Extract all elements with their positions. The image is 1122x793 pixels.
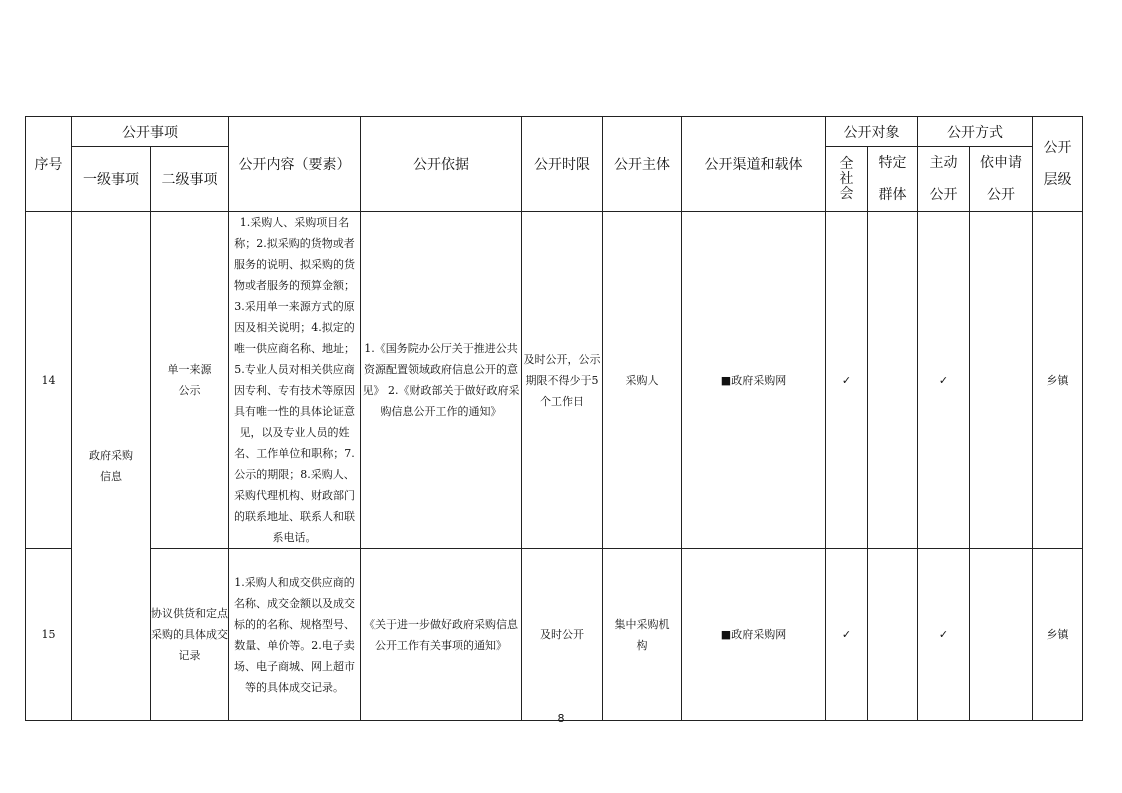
header-target-all-char: 全 [839,155,854,172]
header-method-active-line: 公开 [929,187,958,203]
row-time-limit: 及时公开 [522,549,603,721]
header-target-specific [868,147,918,212]
row-target-specific [868,212,918,549]
row-level2 [151,212,229,549]
level1-item-line: 政府采购 [89,449,133,462]
row-subject-line: 集中采购机 [614,617,670,631]
row-level: 乡镇 [1033,549,1083,721]
row-channel: ■政府采购网 [682,212,826,549]
row-method-request [970,549,1033,721]
row-basis: 《关于进一步做好政府采购信息公开工作有关事项的通知》 [361,549,522,721]
table-row [26,549,1083,721]
row-content: 1.采购人、采购项目名称；2.拟采购的货物或者服务的说明、拟采购的货物或者服务的预算金额；3.采用单一来源方式的原因及相关说明；4.拟定的唯一供应商名称、地址；5.专业人员对相关供应商因专利、专有技术等原因具有唯一性的具体论证意见，以及专业人员的姓名、工作单位和职称；7.公示的期限；8.采购人、采购代理机构、财政部门的联系地址、联系人和联系电话。 [229,212,361,549]
row-seq: 15 [26,549,72,721]
header-seq: 序号 [26,117,72,212]
header-target: 公开对象 [826,117,918,147]
row-target-all-check: ✓ [826,549,868,721]
header-level [1033,117,1083,212]
header-level2: 二级事项 [151,147,229,212]
row-subject-line: 构 [636,638,648,652]
row-method-active-check: ✓ [918,549,970,721]
header-method-request [970,147,1033,212]
table-row [26,212,1083,549]
row-content: 1.采购人和成交供应商的名称、成交金额以及成交标的的名称、规格型号、数量、单价等。2.电子卖场、电子商城、网上超市等的具体成交记录。 [229,549,361,721]
row-basis: 1.《国务院办公厅关于推进公共资源配置领域政府信息公开的意见》 2.《财政部关于做好政府采购信息公开工作的通知》 [361,212,522,549]
header-level-line: 层级 [1043,172,1072,188]
header-level-line: 公开 [1043,140,1072,156]
header-target-specific-line: 群体 [878,187,907,203]
header-basis: 公开依据 [361,117,522,212]
row-level: 乡镇 [1033,212,1083,549]
page-number: 8 [557,712,565,725]
row-channel: ■政府采购网 [682,549,826,721]
row-level2-line: 公示 [178,384,201,397]
row-subject [603,549,682,721]
row-seq: 14 [26,212,72,549]
row-time-limit: 及时公开，公示期限不得少于5个工作日 [522,212,603,549]
header-method-active-line: 主动 [929,155,958,171]
header-target-specific-line: 特定 [878,155,907,171]
header-method-active [918,147,970,212]
header-method-request-line: 公开 [987,187,1015,203]
row-method-request [970,212,1033,549]
header-content: 公开内容（要素） [229,117,361,212]
header-method: 公开方式 [918,117,1033,147]
header-level1: 一级事项 [72,147,151,212]
header-channel: 公开渠道和载体 [682,117,826,212]
row-target-all-check: ✓ [826,212,868,549]
row-target-specific [868,549,918,721]
header-target-all-char: 会 [839,185,854,202]
header-subject: 公开主体 [603,117,682,212]
level1-item [72,212,151,721]
row-level2-line: 单一来源 [167,363,212,376]
row-method-active-check: ✓ [918,212,970,549]
header-target-all [826,147,868,212]
row-level2: 协议供货和定点采购的具体成交记录 [151,549,229,721]
disclosure-table [25,116,1083,721]
row-subject: 采购人 [603,212,682,549]
level1-item-line: 信息 [100,470,122,483]
header-items: 公开事项 [72,117,229,147]
header-target-all-char: 社 [839,170,854,187]
header-method-request-line: 依申请 [980,155,1022,171]
header-time-limit: 公开时限 [522,117,603,212]
